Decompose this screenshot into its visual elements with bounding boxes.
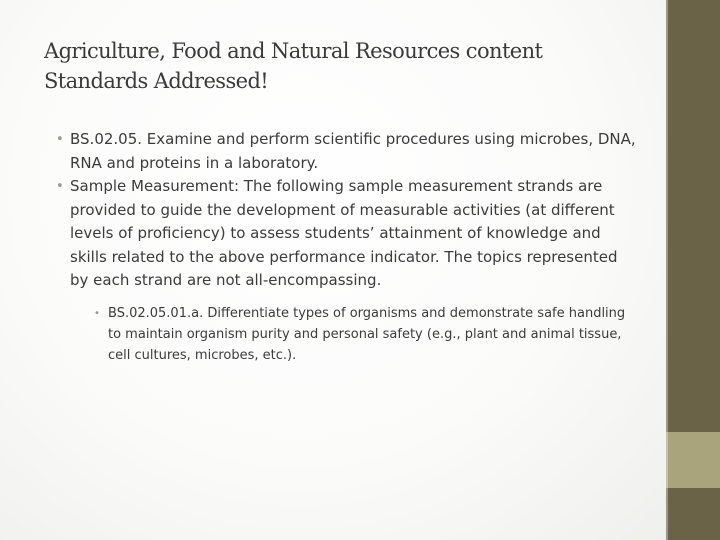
bullet-dot-icon: •	[56, 179, 64, 194]
sub-bullet-list	[94, 303, 636, 366]
bullet-dot-icon: •	[56, 132, 64, 147]
sub-bullet-item	[94, 303, 636, 366]
bullet-item	[56, 128, 636, 175]
sub-bullet-text: BS.02.05.01.a. Differentiate types of organisms and demonstrate safe handling to maintain organism purity and personal safety (e.g., plant and animal tissue, cell cultures, microbes, etc.).	[108, 305, 626, 363]
bullet-text: BS.02.05. Examine and perform scientific procedures using microbes, DNA, RNA and proteins in a laboratory.	[70, 130, 636, 172]
side-decoration-bar	[666, 0, 720, 432]
bullet-list	[56, 128, 636, 366]
sub-bullet-dot-icon: •	[94, 307, 100, 319]
side-decoration-bottom	[666, 488, 720, 540]
slide-title: Agriculture, Food and Natural Resources content Standards Addressed!	[44, 39, 543, 93]
bullet-item	[56, 175, 636, 366]
bullet-text: Sample Measurement: The following sample measurement strands are provided to guide the development of measurable activities (at different levels of proficiency) to assess students’ attainment of knowledge and skills related to the above performance indicator. The topics represented by each strand are not all-encompassing.	[70, 177, 618, 289]
side-decoration-accent	[666, 432, 720, 488]
side-divider	[666, 0, 668, 540]
